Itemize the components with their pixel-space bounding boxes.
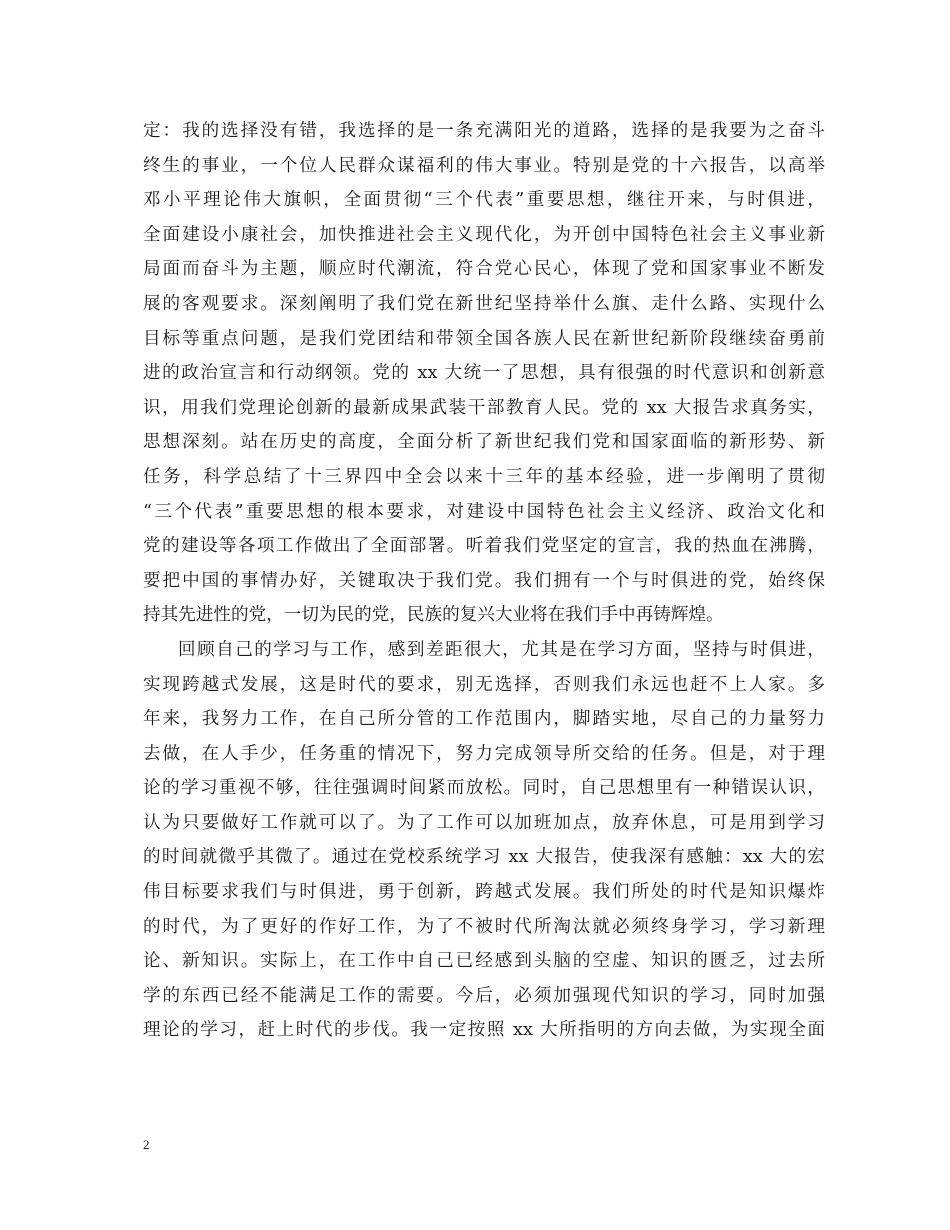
paragraph-first-line: 回顾自己的学习与工作，感到差距很大，尤其是在学习方面，坚持与时俱进， <box>178 639 825 660</box>
text-line: 的时间就微乎其微了。通过在党校系统学习 xx 大报告，使我深有感触：xx 大的宏 <box>143 847 825 868</box>
text-line: 理论的学习，赶上时代的步伐。我一定按照 xx 大所指明的方向去做，为实现全面 <box>143 1020 825 1041</box>
text-line: 局面而奋斗为主题，顺应时代潮流，符合党心民心，体现了党和国家事业不断发 <box>143 259 825 280</box>
text-line: 要把中国的事情办好，关键取决于我们党。我们拥有一个与时俱进的党，始终保 <box>143 570 825 591</box>
text-line: 邓小平理论伟大旗帜，全面贯彻“三个代表”重要思想，继往开来，与时俱进， <box>143 190 825 211</box>
text-line: 展的客观要求。深刻阐明了我们党在新世纪坚持举什么旗、走什么路、实现什么 <box>143 293 825 314</box>
text-line: 全面建设小康社会，加快推进社会主义现代化，为开创中国特色社会主义事业新 <box>143 224 825 245</box>
text-line: 定：我的选择没有错，我选择的是一条充满阳光的道路，选择的是我要为之奋斗 <box>143 121 825 141</box>
text-line: 论、新知识。实际上，在工作中自己已经感到头脑的空虚、知识的匮乏，过去所 <box>143 951 825 972</box>
text-line: 去做，在人手少，任务重的情况下，努力完成领导所交给的任务。但是，对于理 <box>143 743 825 764</box>
text-line: 伟目标要求我们与时俱进，勇于创新，跨越式发展。我们所处的时代是知识爆炸 <box>143 882 825 903</box>
text-line: 论的学习重视不够，往往强调时间紧而放松。同时，自己思想里有一种错误认识， <box>143 778 825 799</box>
text-line: 思想深刻。站在历史的高度，全面分析了新世纪我们党和国家面临的新形势、新 <box>143 432 825 453</box>
page-number: 2 <box>143 1137 150 1152</box>
text-line: 党的建设等各项工作做出了全面部署。听着我们党坚定的宣言，我的热血在沸腾， <box>143 536 825 557</box>
text-line: 目标等重点问题，是我们党团结和带领全国各族人民在新世纪新阶段继续奋勇前 <box>143 328 825 349</box>
text-line: 的时代，为了更好的作好工作，为了不被时代所淘汰就必须终身学习，学习新理 <box>143 916 825 937</box>
text-line: 终生的事业，一个位人民群众谋福利的伟大事业。特别是党的十六报告，以高举 <box>143 155 825 176</box>
text-line: 任务，科学总结了十三界四中全会以来十三年的基本经验，进一步阐明了贯彻 <box>143 466 825 487</box>
text-line: 年来，我努力工作，在自己所分管的工作范围内，脚踏实地，尽自己的力量努力 <box>143 709 825 730</box>
text-line: 实现跨越式发展，这是时代的要求，别无选择，否则我们永远也赶不上人家。多 <box>143 674 825 695</box>
text-line: 进的政治宣言和行动纲领。党的 xx 大统一了思想，具有很强的时代意识和创新意 <box>143 363 825 384</box>
body-text <box>143 114 825 1048</box>
text-line: 学的东西已经不能满足工作的需要。今后，必须加强现代知识的学习，同时加强 <box>143 985 825 1006</box>
text-line: 识，用我们党理论创新的最新成果武装干部教育人民。党的 xx 大报告求真务实， <box>143 397 825 418</box>
text-line: 持其先进性的党，一切为民的党，民族的复兴大业将在我们手中再铸辉煌。 <box>143 605 724 626</box>
text-line: “三个代表”重要思想的根本要求，对建设中国特色社会主义经济、政治文化和 <box>143 501 825 522</box>
text-line: 认为只要做好工作就可以了。为了工作可以加班加点，放弃休息，可是用到学习 <box>143 812 825 833</box>
